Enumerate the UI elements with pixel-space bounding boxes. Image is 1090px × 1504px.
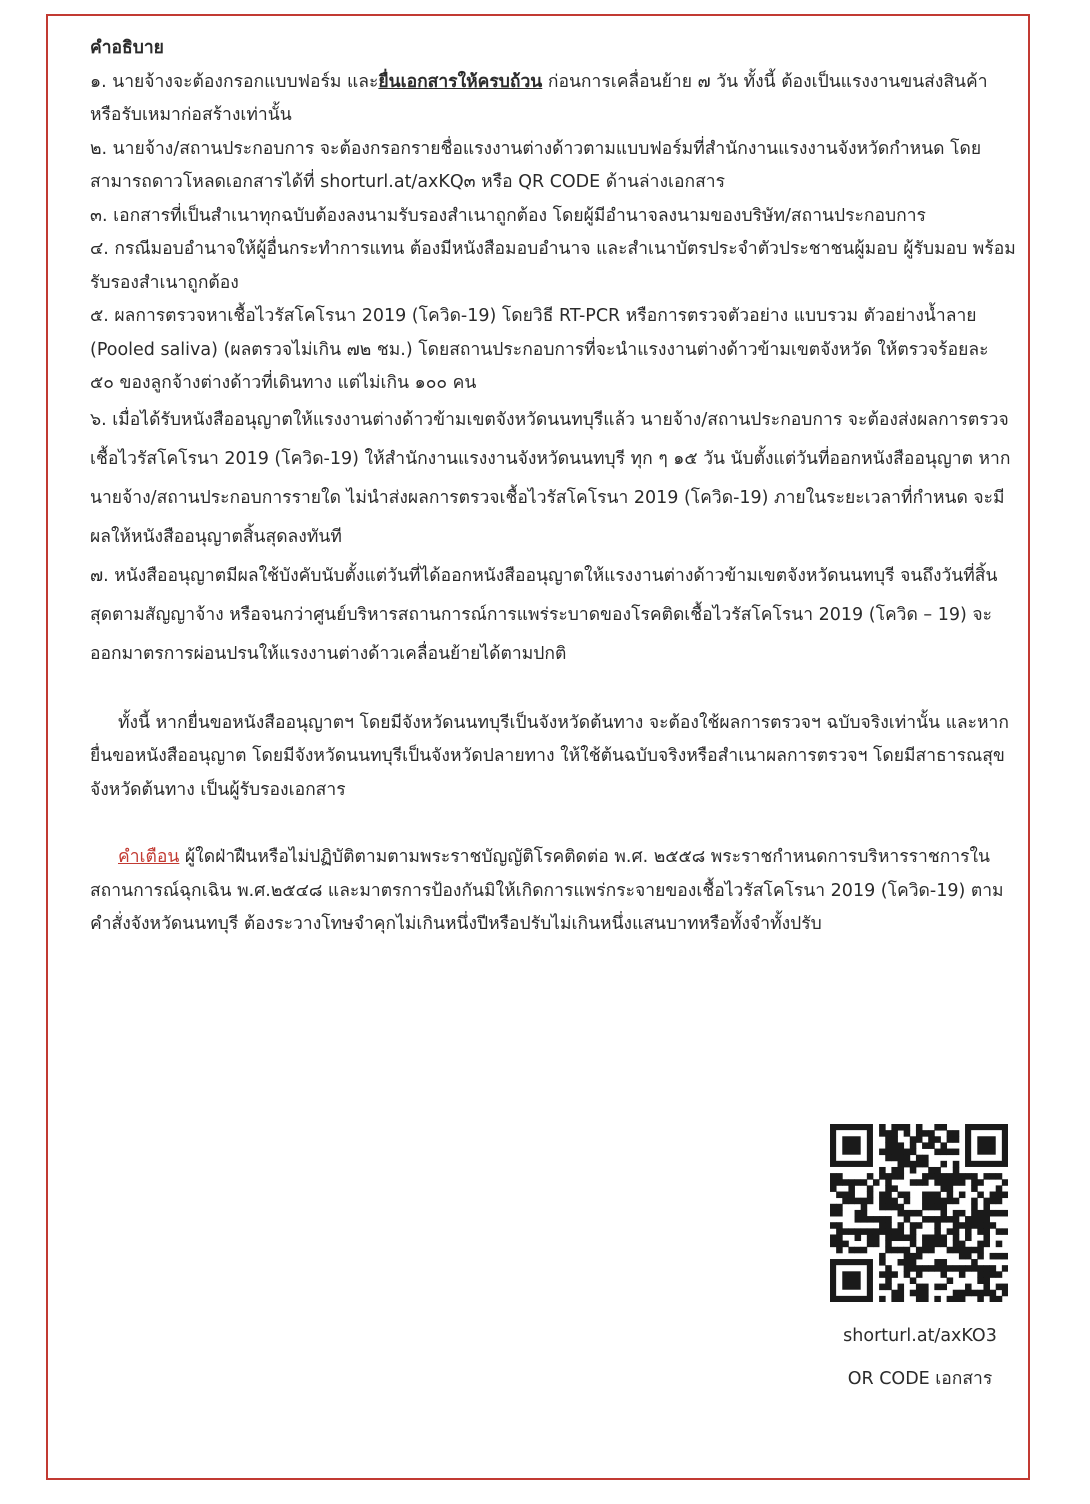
item-2: ๒. นายจ้าง/สถานประกอบการ จะต้องกรอกรายชื่อแรงงานต่างด้าวตามแบบฟอร์มที่สำนักงานแรงงานจังหวัดกำหนด โดยสามารถดาวโหลดเอกสารได้ที่ shorturl.at/axKQ๓ หรือ QR CODE ด้านล่างเอกสาร xyxy=(90,138,982,192)
warning-paragraph xyxy=(90,841,1016,942)
qr-caption: OR CODE เอกสาร xyxy=(847,1369,993,1389)
item-7: ๗. หนังสืออนุญาตมีผลใช้บังคับนับตั้งแต่วันที่ได้ออกหนังสืออนุญาตให้แรงงานต่างด้าวข้ามเขตจังหวัดนนทบุรี จนถึงวันที่สิ้นสุดตามสัญญาจ้าง หรือจนกว่าศูนย์บริหารสถานการณ์การแพร่ระบาดของโรคติดเชื้อไวรัสโคโรนา 2019 (โควิด – 19) จะออกมาตรการผ่อนปรนให้แรงงานต่างด้าวเคลื่อนย้ายได้ตามปกติ xyxy=(90,565,998,664)
item-4: ๔. กรณีมอบอำนาจให้ผู้อื่นกระทำการแทน ต้องมีหนังสือมอบอำนาจ และสำเนาบัตรประจำตัวประชาชนผู้มอบ ผู้รับมอบ พร้อมรับรองสำเนาถูกต้อง xyxy=(90,239,1016,293)
document-body xyxy=(90,32,1016,942)
item-3: ๓. เอกสารที่เป็นสำเนาทุกฉบับต้องลงนามรับรองสำเนาถูกต้อง โดยผู้มีอำนาจลงนามของบริษัท/สถานประกอบการ xyxy=(90,205,926,226)
qr-code-image xyxy=(830,1124,1008,1302)
warning-label: คำเตือน xyxy=(118,847,180,867)
qr-url: shorturl.at/axKO3 xyxy=(843,1326,997,1346)
note-paragraph: ทั้งนี้ หากยื่นขอหนังสืออนุญาตฯ โดยมีจังหวัดนนทบุรีเป็นจังหวัดต้นทาง จะต้องใช้ผลการตรวจฯ ฉบับจริงเท่านั้น และหากยื่นขอหนังสืออนุญาต โดยมีจังหวัดนนทบุรีเป็นจังหวัดปลายทาง ให้ใช้ต้นฉบับจริงหรือสำเนาผลการตรวจฯ โดยมีสาธารณสุขจังหวัดต้นทาง เป็นผู้รับรองเอกสาร xyxy=(90,712,1009,800)
item-5: ๕. ผลการตรวจหาเชื้อไวรัสโคโรนา 2019 (โควิด-19) โดยวิธี RT-PCR หรือการตรวจตัวอย่าง แบบรวม ตัวอย่างน้ำลาย (Pooled saliva) (ผลตรวจไม่เกิน ๗๒ ชม.) โดยสถานประกอบการที่จะนำแรงงานต่างด้าวข้ามเขตจังหวัด ให้ตรวจร้อยละ ๕๐ ของลูกจ้างต่างด้าวที่เดินทาง แต่ไม่เกิน ๑๐๐ คน xyxy=(90,306,989,393)
warning-text: ผู้ใดฝ่าฝืนหรือไม่ปฏิบัติตามตามพระราชบัญญัติโรคติดต่อ พ.ศ. ๒๕๕๘ พระราชกำหนดการบริหารราชการในสถานการณ์ฉุกเฉิน พ.ศ.๒๕๔๘ และมาตรการป้องกันมิให้เกิดการแพร่กระจายของเชื้อไวรัสโคโรนา 2019 (โควิด-19) ตามคำสั่งจังหวัดนนทบุรี ต้องระวางโทษจำคุกไม่เกินหนึ่งปีหรือปรับไม่เกินหนึ่งแสนบาทหรือทั้งจำทั้งปรับ xyxy=(90,847,1004,934)
emphasis-complete-documents: ยื่นเอกสารให้ครบถ้วน xyxy=(378,71,543,92)
item-1: ๑. นายจ้างจะต้องกรอกแบบฟอร์ม และยื่นเอกสารให้ครบถ้วน ก่อนการเคลื่อนย้าย ๗ วัน ทั้งนี้ ต้องเป็นแรงงานขนส่งสินค้า หรือรับเหมาก่อสร้างเท่านั้น xyxy=(90,71,988,125)
item-6: ๖. เมื่อได้รับหนังสืออนุญาตให้แรงงานต่างด้าวข้ามเขตจังหวัดนนทบุรีแล้ว นายจ้าง/สถานประกอบการ จะต้องส่งผลการตรวจเชื้อไวรัสโคโรนา 2019 (โควิด-19) ให้สำนักงานแรงงานจังหวัดนนทบุรี ทุก ๆ ๑๕ วัน นับตั้งแต่วันที่ออกหนังสืออนุญาต หากนายจ้าง/สถานประกอบการรายใด ไม่นำส่งผลการตรวจเชื้อไวรัสโคโรนา 2019 (โควิด-19) ภายในระยะเวลาที่กำหนด จะมีผลให้หนังสืออนุญาตสิ้นสุดลงทันที xyxy=(90,409,1011,547)
section-title: คำอธิบาย xyxy=(90,38,164,58)
